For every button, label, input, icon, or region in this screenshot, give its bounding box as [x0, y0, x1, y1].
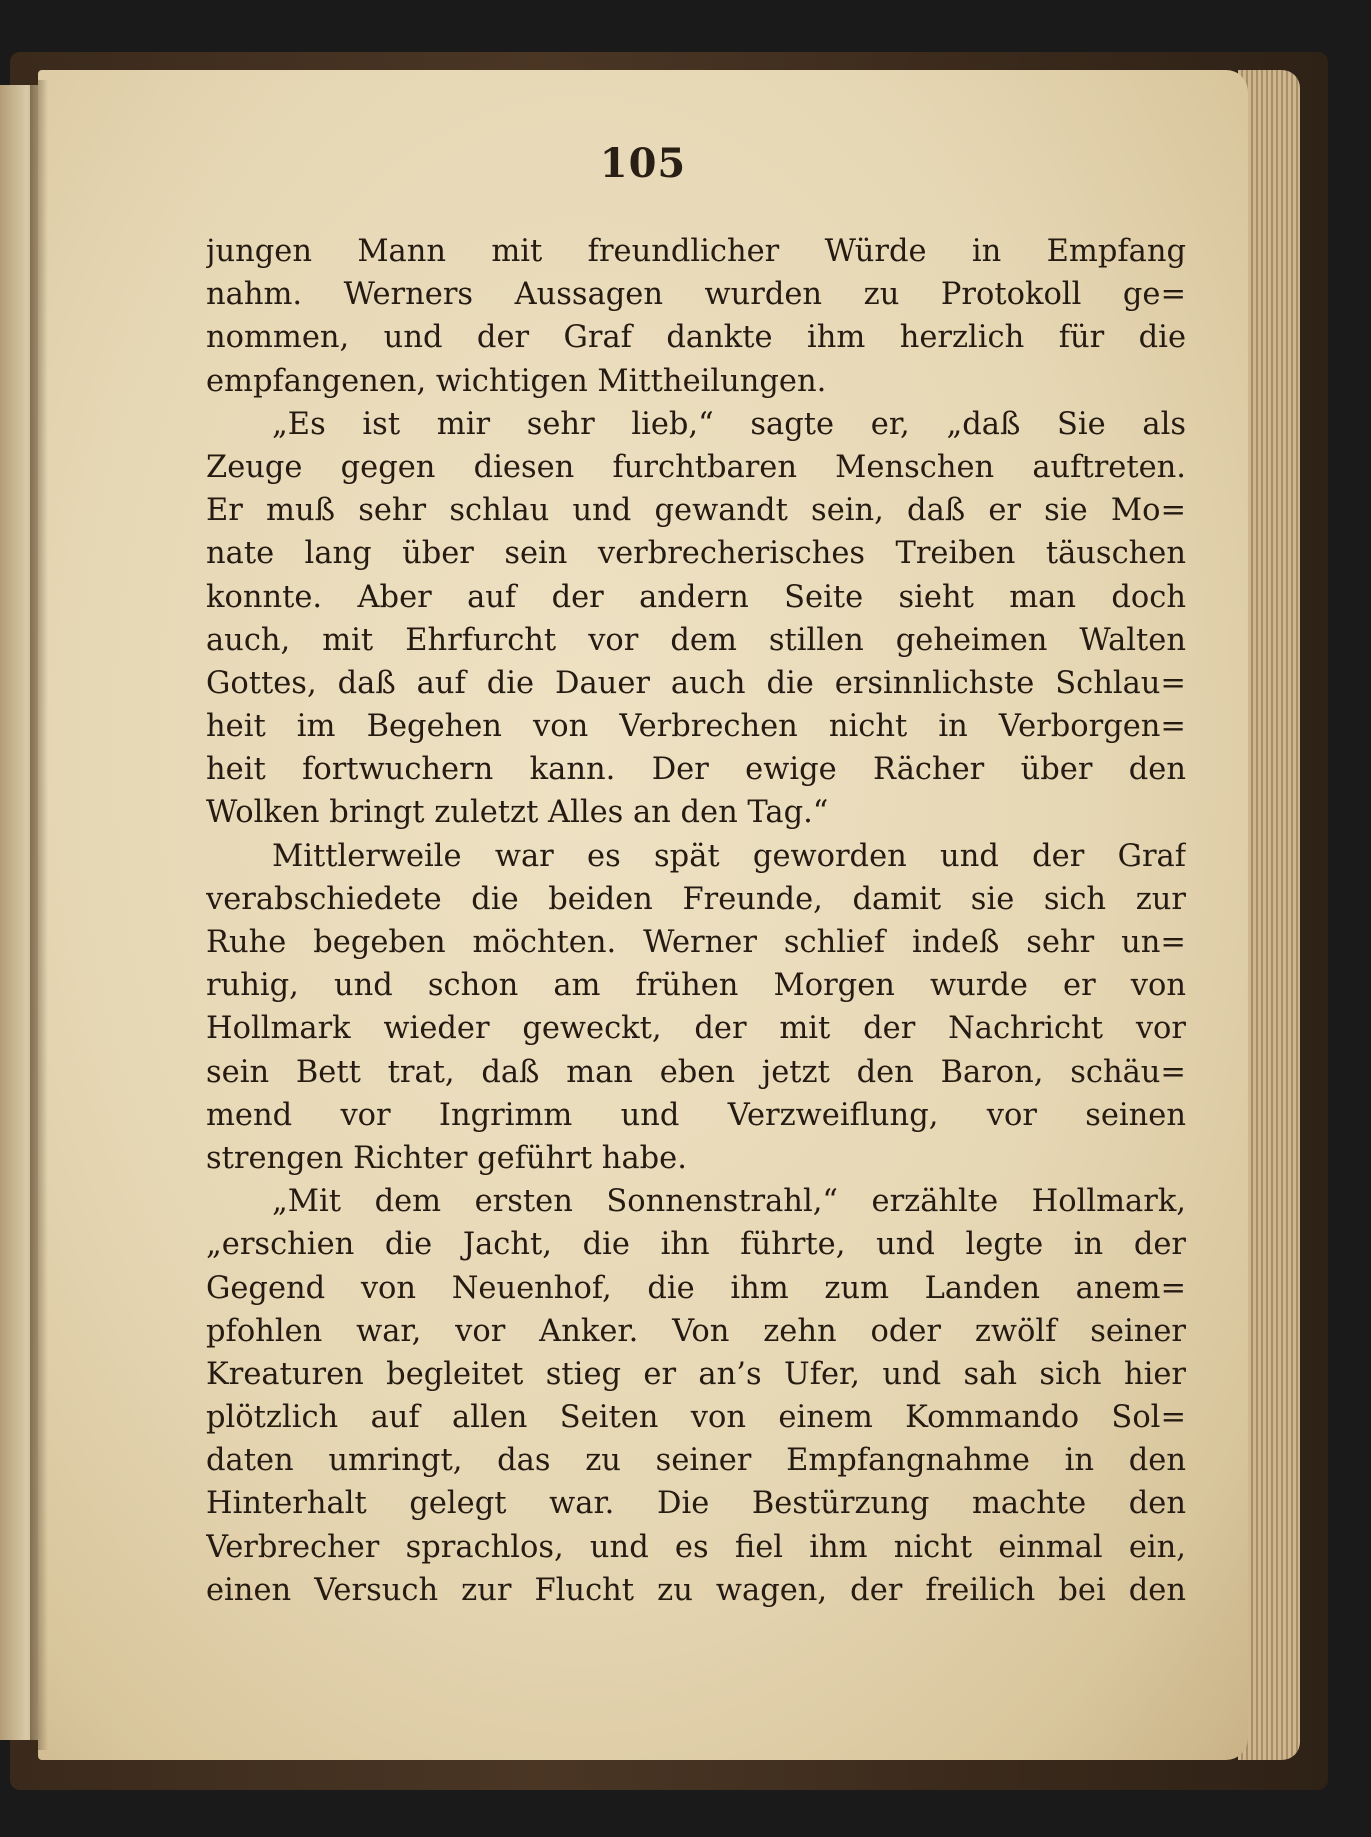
text-line: strengen Richter geführt habe. — [206, 1140, 687, 1176]
body-text — [206, 230, 1186, 1612]
text-line: Gegend von Neuenhof, die ihm zum Landen anem= — [206, 1270, 1186, 1306]
text-line: pfohlen war, vor Anker. Von zehn oder zwölf seiner — [206, 1313, 1186, 1349]
text-line: Mittlerweile war es spät geworden und der Graf — [272, 838, 1186, 874]
text-line: Kreaturen begleitet stieg er an’s Ufer, und sah sich hier — [206, 1356, 1186, 1392]
text-line: heit fortwuchern kann. Der ewige Rächer über den — [206, 752, 1186, 788]
text-line: plötzlich auf allen Seiten von einem Kommando Sol= — [206, 1400, 1186, 1436]
page-number: 105 — [599, 140, 687, 187]
text-line: Hollmark wieder geweckt, der mit der Nachricht vor — [206, 1011, 1186, 1047]
text-line: daten umringt, das zu seiner Empfangnahme in den — [206, 1443, 1186, 1479]
text-line: „erschien die Jacht, die ihn führte, und legte in der — [206, 1227, 1186, 1263]
text-line: empfangenen, wichtigen Mittheilungen. — [206, 363, 827, 399]
text-line: Gottes, daß auf die Dauer auch die ersinnlichste Schlau= — [206, 665, 1186, 701]
text-line: mend vor Ingrimm und Verzweiflung, vor seinen — [206, 1097, 1186, 1133]
text-line: verabschiedete die beiden Freunde, damit sie sich zur — [206, 881, 1186, 917]
text-line: Zeuge gegen diesen furchtbaren Menschen auftreten. — [206, 449, 1186, 485]
spine-shadow — [30, 80, 48, 1750]
text-line: nahm. Werners Aussagen wurden zu Protokoll ge= — [206, 277, 1186, 313]
text-line: sein Bett trat, daß man eben jetzt den Baron, schäu= — [206, 1054, 1186, 1090]
text-line: „Es ist mir sehr lieb,“ sagte er, „daß Sie als — [272, 406, 1186, 442]
text-line: Ruhe begeben möchten. Werner schlief indeß sehr un= — [206, 925, 1186, 960]
text-line: Verbrecher sprachlos, und es fiel ihm nicht einmal ein, — [206, 1529, 1186, 1565]
text-line: konnte. Aber auf der andern Seite sieht man doch — [206, 579, 1186, 615]
text-line: Wolken bringt zuletzt Alles an den Tag.“ — [206, 795, 829, 831]
text-line: ruhig, und schon am frühen Morgen wurde er von — [206, 968, 1186, 1004]
text-line: nate lang über sein verbrecherisches Treiben täuschen — [206, 536, 1186, 572]
text-line: auch, mit Ehrfurcht vor dem stillen geheimen Walten — [206, 622, 1186, 658]
text-line: nommen, und der Graf dankte ihm herzlich für die — [206, 320, 1186, 356]
text-line: einen Versuch zur Flucht zu wagen, der freilich bei den — [206, 1572, 1186, 1608]
text-line: Er muß sehr schlau und gewandt sein, daß er sie Mo= — [206, 493, 1186, 529]
text-line: heit im Begehen von Verbrechen nicht in Verborgen= — [206, 709, 1186, 745]
book-page — [38, 70, 1248, 1760]
text-line: „Mit dem ersten Sonnenstrahl,“ erzählte Hollmark, — [272, 1184, 1186, 1220]
text-line: Hinterhalt gelegt war. Die Bestürzung machte den — [206, 1486, 1186, 1522]
text-line: jungen Mann mit freundlicher Würde in Empfang — [206, 234, 1186, 269]
